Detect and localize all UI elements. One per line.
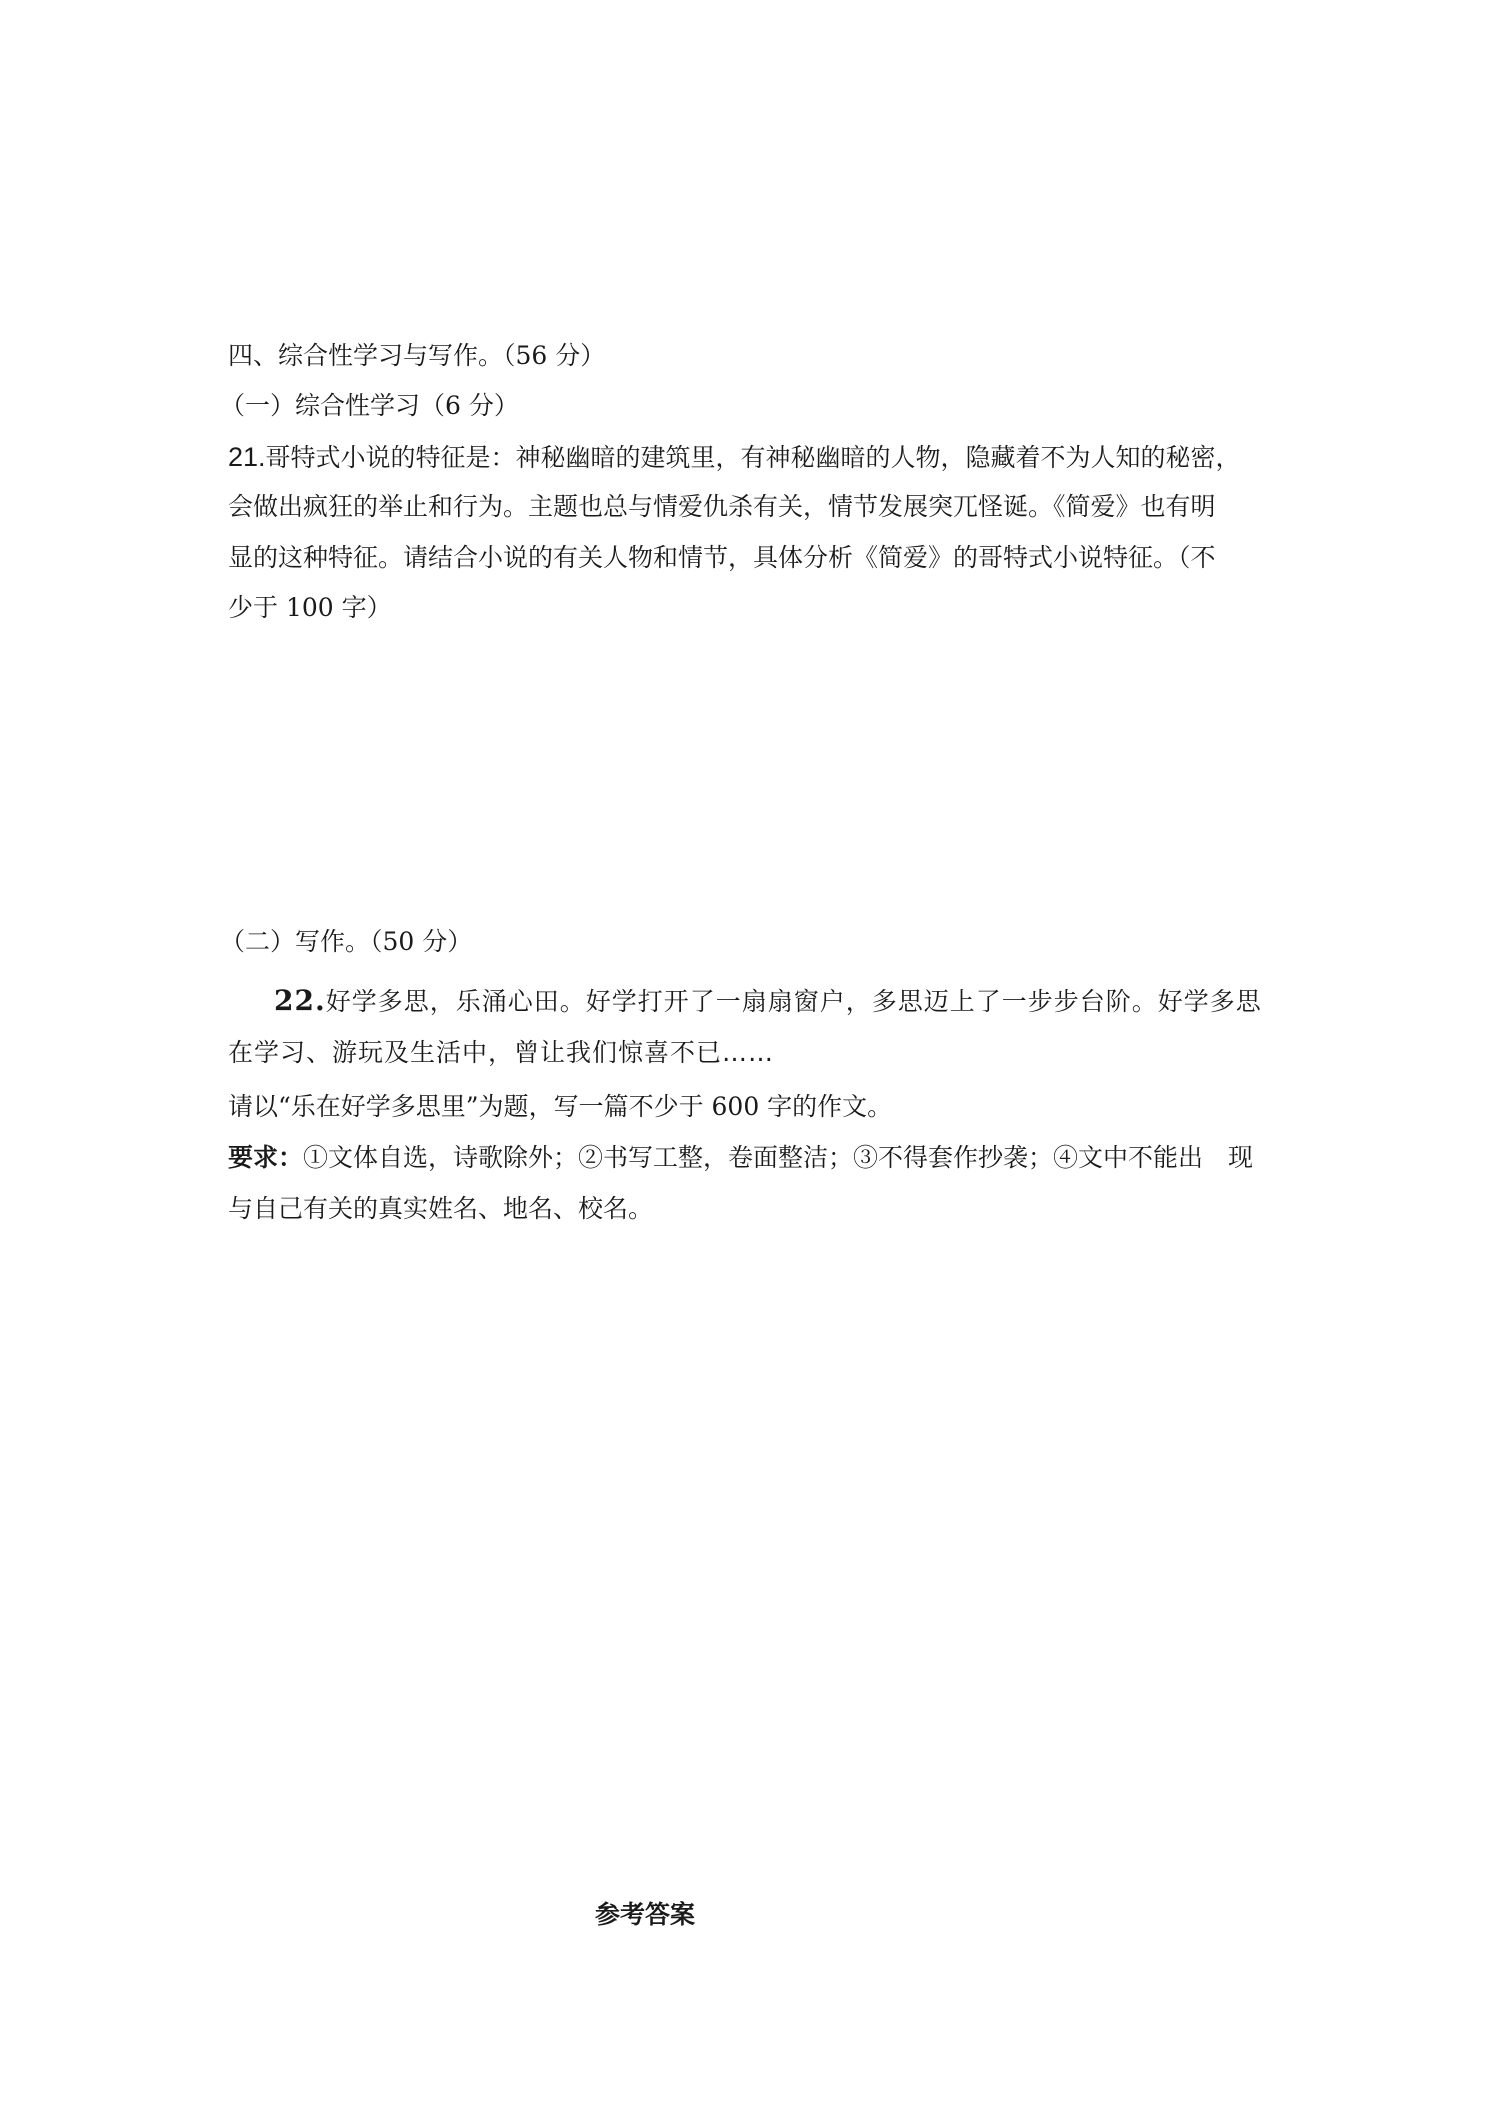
requirements-label: 要求：	[228, 1143, 304, 1172]
section-heading: 四、综合性学习与写作。（56 分）	[228, 341, 606, 370]
answer-key-title: 参考答案	[594, 1900, 695, 1929]
essay-prompt: 请以“乐在好学多思里”为题，写一篇不少于 600 字的作文。	[228, 1092, 893, 1121]
question-22-line-1	[274, 984, 1262, 1019]
question-21-number: 21.	[228, 442, 266, 472]
question-21-text-1: 哥特式小说的特征是：神秘幽暗的建筑里，有神秘幽暗的人物，隐藏着不为人知的秘密，	[265, 443, 1241, 472]
question-22-text-1: 好学多思，乐涌心田。好学打开了一扇扇窗户，多思迈上了一步步台阶。好学多思	[325, 987, 1262, 1016]
question-22-line-2: 在学习、游玩及生活中，曾让我们惊喜不已……	[228, 1038, 775, 1067]
requirements-text-1: ①文体自选，诗歌除外；②书写工整，卷面整洁；③不得套作抄袭；④文中不能出 现	[303, 1143, 1254, 1172]
part2-heading: （二）写作。（50 分）	[220, 927, 473, 956]
question-21-line-1	[228, 440, 1241, 475]
requirements-line-2: 与自己有关的真实姓名、地名、校名。	[228, 1194, 654, 1223]
question-22-number: 22.	[274, 984, 326, 1017]
question-21-line-2: 会做出疯狂的举止和行为。主题也总与情爱仇杀有关，情节发展突兀怪诞。《简爱》也有明	[228, 492, 1216, 521]
question-21-line-3: 显的这种特征。请结合小说的有关人物和情节，具体分析《简爱》的哥特式小说特征。（不	[228, 543, 1216, 572]
part1-heading: （一）综合性学习（6 分）	[220, 391, 519, 420]
question-21-line-4: 少于 100 字）	[228, 593, 392, 622]
requirements-line-1	[228, 1141, 1253, 1175]
